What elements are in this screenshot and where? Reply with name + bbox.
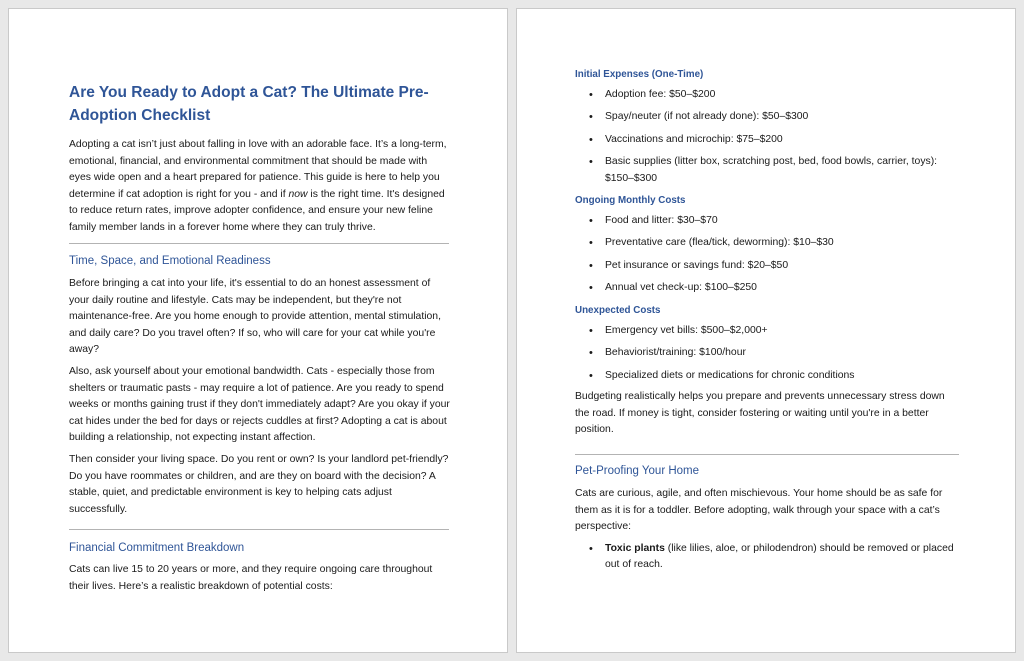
document-page-right — [516, 8, 1016, 653]
subheading-monthly-costs: Ongoing Monthly Costs — [575, 195, 686, 206]
list-item-text: (like lilies, aloe, or philodendron) should be removed or placed out of reach. — [605, 543, 954, 571]
document-title: Are You Ready to Adopt a Cat? The Ultimate Pre-Adoption Checklist — [69, 84, 429, 124]
intro-paragraph — [69, 137, 451, 237]
intro-text-end: is the right time. It's designed to reduce return rates, improve adopter confidence, and ensure your new feline family member lands in a forever home where they can truly thrive. — [69, 188, 445, 233]
list-item: • Preventative care (flea/tick, deworming): $10–$30 — [575, 235, 965, 251]
document-page-left — [8, 8, 508, 653]
readiness-paragraph-3: Then consider your living space. Do you rent or own? Is your landlord pet-friendly? Do you have roommates or children, and are they on board with the decision? A stable, quiet, and predictable environment is key to helping cats adjust successfully. — [69, 454, 449, 515]
initial-expenses-list — [575, 87, 965, 193]
list-item — [575, 541, 965, 574]
subheading-initial-expenses: Initial Expenses (One-Time) — [575, 69, 704, 80]
readiness-paragraph-2: Also, ask yourself about your emotional bandwidth. Cats - especially those from shelters or traumatic pasts - may require a lot of patience. Are you ready to spend weeks or months gaining trust if they don't immediately adapt? Are you okay if your cat hides under the bed for days or rejects cuddles at first? Adopting a cat is about building a relationship, not expecting instant affection. — [69, 366, 450, 444]
section-divider — [575, 454, 959, 455]
section-heading-readiness: Time, Space, and Emotional Readiness — [69, 255, 271, 267]
list-item: • Adoption fee: $50–$200 — [575, 87, 965, 103]
pet-proofing-paragraph: Cats are curious, agile, and often mischievous. Your home should be as safe for them as it is for a toddler. Before adopting, walk through your space with a cat’s perspective: — [575, 488, 943, 533]
list-item: • Food and litter: $30–$70 — [575, 213, 965, 229]
list-item: • Specialized diets or medications for chronic conditions — [575, 368, 965, 384]
intro-emphasis: now — [288, 188, 308, 200]
intro-text-start: Adopting a cat isn’t just about falling in love with an adorable face. It’s a long-term, emotional, financial, and environmental commitment that should be made with eyes wide open and a heart prepared for patience. This guide is here to help you determine if cat adoption is right for you - and if — [69, 139, 447, 200]
subheading-unexpected-costs: Unexpected Costs — [575, 305, 661, 316]
readiness-paragraph-1: Before bringing a cat into your life, it's essential to do an honest assessment of your daily routine and lifestyle. Cats may be independent, but they're not maintenance-free. Are you home enough to provide attention, mental stimulation, and daily care? Do you travel often? If so, who will care for your cat while you're away? — [69, 278, 441, 356]
list-item: • Pet insurance or savings fund: $20–$50 — [575, 258, 965, 274]
section-divider — [69, 529, 449, 530]
section-heading-pet-proofing: Pet-Proofing Your Home — [575, 465, 700, 477]
list-item: • Emergency vet bills: $500–$2,000+ — [575, 323, 965, 339]
financial-paragraph: Cats can live 15 to 20 years or more, and they require ongoing care throughout their lives. Here’s a realistic breakdown of potential costs: — [69, 564, 433, 592]
list-item-bold: Toxic plants — [605, 543, 665, 554]
section-divider — [69, 243, 449, 244]
unexpected-costs-list — [575, 323, 965, 390]
list-item: • Vaccinations and microchip: $75–$200 — [575, 132, 965, 148]
budget-paragraph: Budgeting realistically helps you prepare and prevents unnecessary stress down the road. If money is tight, consider fostering or waiting until you're in a better position. — [575, 391, 945, 436]
list-item: • Annual vet check-up: $100–$250 — [575, 280, 965, 296]
list-item: • Spay/neuter (if not already done): $50–$300 — [575, 109, 965, 125]
list-item: • Basic supplies (litter box, scratching post, bed, food bowls, carrier, toys): $150–$300 — [575, 154, 965, 187]
section-heading-financial: Financial Commitment Breakdown — [69, 542, 245, 554]
monthly-costs-list — [575, 213, 965, 303]
list-item: • Behaviorist/training: $100/hour — [575, 345, 965, 361]
pet-proofing-list — [575, 541, 965, 580]
